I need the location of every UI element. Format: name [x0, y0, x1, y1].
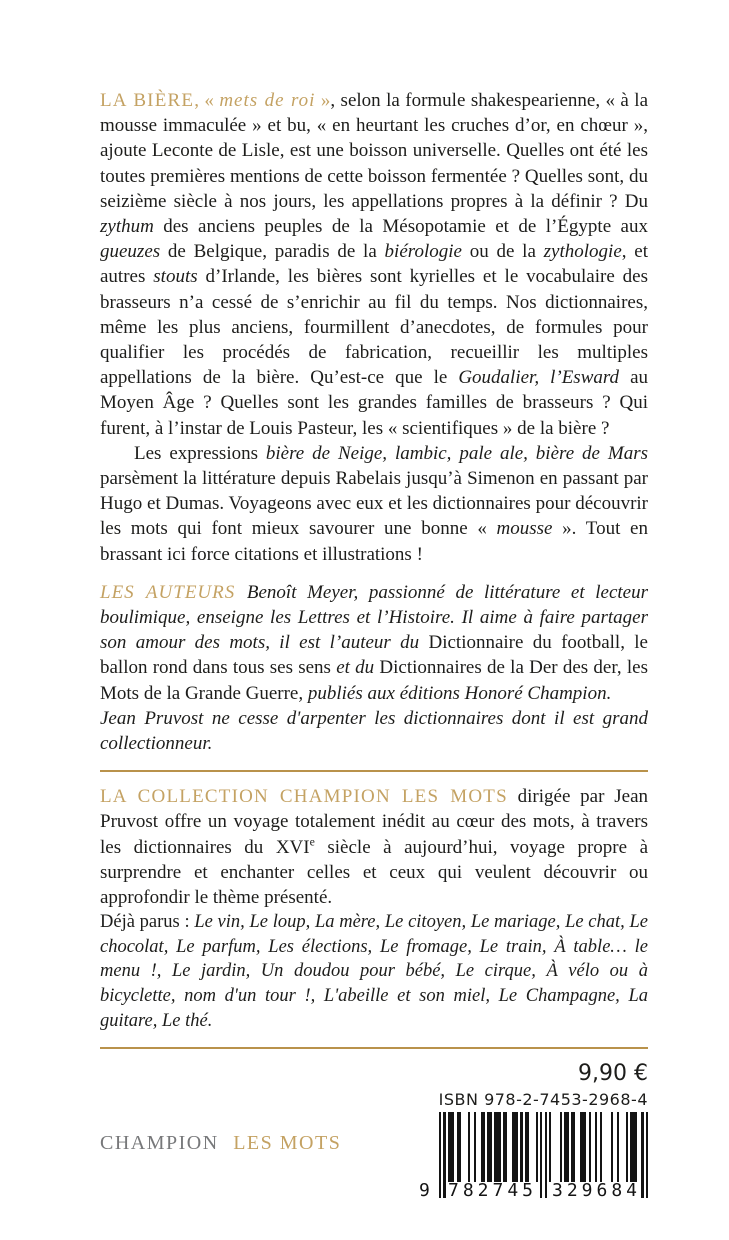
footer-row [100, 1090, 648, 1216]
authors-paragraph-2: Jean Pruvost ne cesse d'arpenter les dictionnaires dont il est grand collectionneur. [100, 707, 648, 755]
authors-paragraph: LES AUTEURS Benoît Meyer, passionné de littérature et lecteur boulimique, enseigne les Lettres et l’Histoire. Il aime à faire partager son amour des mots, il est l’auteur du Dictionnaire du football, le ballon rond dans tous ses sens et du Dictionnaires de la Der des der, les Mots de la Grande Guerre, publiés aux éditions Honoré Champion. [100, 581, 649, 704]
barcode-digits-group-1: 782745 [448, 1180, 538, 1202]
gold-divider-top [100, 770, 648, 772]
barcode-digits-group-0: 9 [419, 1180, 430, 1202]
ean-barcode [419, 1112, 648, 1216]
publisher-name: CHAMPION [100, 1132, 219, 1155]
publisher-logo [100, 1132, 341, 1155]
collection-paragraph: LA COLLECTION CHAMPION LES MOTS dirigée par Jean Pruvost offre un voyage totalement inédit au cœur des mots, à travers les dictionnaires du XVIe siècle à aujourd’hui, voyage propre à surprendre et enchanter celles et ceux qui veulent découvrir ou approfondir le thème présenté. [100, 786, 648, 909]
price-label: 9,90 € [578, 1061, 648, 1087]
collection-name: LES MOTS [233, 1132, 342, 1155]
published-titles-list: Déjà parus : Le vin, Le loup, La mère, Le citoyen, Le mariage, Le chat, Le chocolat, Le parfum, Les élections, Le fromage, Le train, À table… le menu !, Le jardin, Un doudou pour bébé, Le cirque, À vélo ou à bicyclette, nom d'un tour !, L'abeille et son miel, Le Champagne, La guitare, Le thé. [100, 912, 648, 1031]
gold-divider-bottom [100, 1047, 648, 1049]
barcode-block [416, 1090, 648, 1216]
synopsis-paragraph-1: LA BIÈRE, « mets de roi », selon la formule shakespearienne, « à la mousse immaculée » et bu, « en heurtant les cruches d’or, en chœur », ajoute Leconte de Lisle, est une boisson universelle. Quelles ont été les toutes premières mentions de cette boisson fermentée ? Quelles sont, du seizième siècle à nos jours, les appellations propres à la définir ? Du zythum des anciens peuples de la Mésopotamie et de l’Égypte aux gueuzes de Belgique, paradis de la biérologie ou de la zythologie, et autres stouts d’Irlande, les bières sont kyrielles et le vocabulaire des brasseurs n’a cessé de s’enrichir au fil du temps. Nos dictionnaires, même les plus anciens, fourmillent d’anecdotes, de formules pour qualifier les procédés de fabrication, recueillir les multiples appellations de la bière. Qu’est-ce que le Goudalier, l’Esward au Moyen Âge ? Quelles sont les grandes familles de brasseurs ? Qui furent, à l’instar de Louis Pasteur, les « scientifiques » de la bière ? [100, 90, 649, 439]
synopsis-paragraph-2: Les expressions bière de Neige, lambic, pale ale, bière de Mars parsèment la littérature depuis Rabelais jusqu’à Simenon en passant par Hugo et Dumas. Voyageons avec eux et les dictionnaires pour découvrir les mots qui font mieux savourer une bonne « mousse ». Tout en brassant ici force citations et illustrations ! [100, 442, 648, 565]
isbn-label: ISBN 978-2-7453-2968-4 [438, 1090, 648, 1110]
barcode-digits-group-2: 329684 [552, 1180, 642, 1202]
cover-text-block [100, 88, 648, 1216]
